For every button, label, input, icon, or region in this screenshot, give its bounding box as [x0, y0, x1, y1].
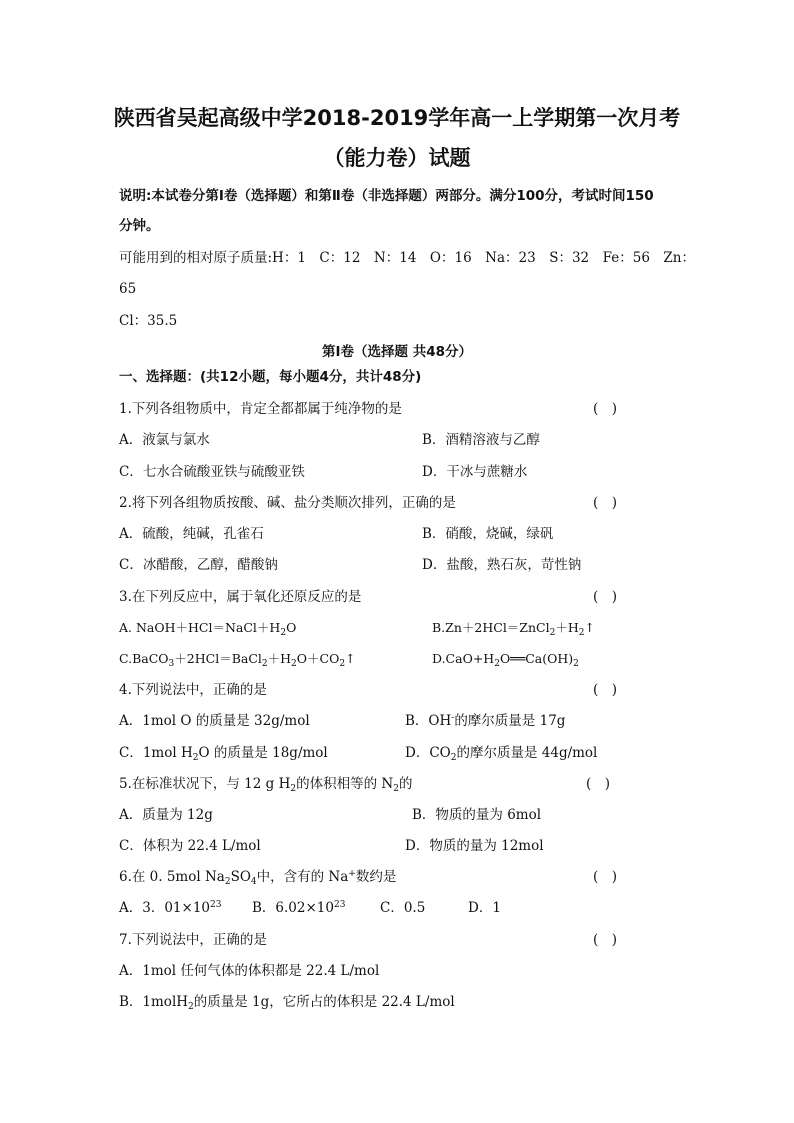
question-1-option-b: B．酒精溶液与乙醇 [422, 432, 540, 448]
question-7-answer-blank: ( ) [593, 932, 618, 948]
question-4-answer-blank: ( ) [593, 682, 618, 698]
exam-note-line1: 说明:本试卷分第Ⅰ卷（选择题）和第Ⅱ卷（非选择题）两部分。满分100分，考试时间150 [119, 188, 654, 204]
question-5-option-b: B．物质的量为 6mol [412, 807, 542, 823]
question-4-option-a: A．1mol O 的质量是 32g/mol [119, 713, 310, 729]
question-3-option-c: $C.BaCO_3+2HCl=BaCl_2+H_2O+CO_2↑$ [119, 651, 356, 669]
question-6-option-b: B．$6.02\times 10^{23}$ [252, 900, 346, 916]
question-5-option-a: A．质量为 12g [119, 807, 213, 823]
question-1-option-c: C．七水合硫酸亚铁与硫酸亚铁 [119, 464, 305, 480]
question-3-option-b: $B.Zn+2HCl=ZnCl_2+H_2↑$ [432, 620, 595, 638]
question-2-option-b: B．硝酸，烧碱，绿矾 [422, 526, 554, 542]
question-3-option-a: A. $NaOH+HCl=NaCl+H_2O$ [119, 620, 297, 638]
question-5-stem: 5.在标准状况下，与 12 g $H_2$的体积相等的 $N_2$的 [119, 776, 413, 794]
question-1-answer-blank: ( ) [593, 401, 618, 417]
question-2-option-a: A．硫酸，纯碱，孔雀石 [119, 526, 264, 542]
question-7-option-b: B．1molH$_2$的质量是 1g，它所占的体积是 22.4 L/mol [119, 994, 455, 1012]
question-7-option-a: A．1mol 任何气体的体积都是 22.4 L/mol [119, 963, 380, 979]
question-4-stem: 4.下列说法中，正确的是 [119, 682, 267, 698]
question-2-option-c: C．冰醋酸，乙醇，醋酸钠 [119, 557, 278, 573]
question-6-stem: 6.在 0. 5mol $Na_2SO_4$中，含有的 Na+数约是 [119, 869, 397, 887]
question-3-stem: 3.在下列反应中，属于氧化还原反应的是 [119, 589, 362, 605]
question-5-option-c: C．体积为 22.4 L/mol [119, 838, 261, 854]
question-6-option-a: A．3．$01\times 10^{23}$ [119, 900, 222, 916]
question-4-option-d: D．$CO_2$的摩尔质量是 44g/mol [405, 745, 598, 763]
exam-title-line2: （能力卷）试题 [323, 146, 471, 170]
question-2-stem: 2.将下列各组物质按酸、碱、盐分类顺次排列，正确的是 [119, 495, 456, 511]
part-one-title: 第Ⅰ卷（选择题 共48分） [321, 344, 472, 360]
section-heading: 一、选择题：(共12小题，每小题4分，共计48分) [119, 369, 422, 385]
question-3-option-d: $D.CaO+H_2O══Ca(OH)_2$ [432, 651, 579, 669]
question-6-option-c: C．0.5 [380, 900, 426, 916]
atomic-masses-line2: 65 [119, 281, 137, 297]
question-1-stem: 1.下列各组物质中，肯定全都都属于纯净物的是 [119, 401, 402, 417]
question-6-answer-blank: ( ) [593, 869, 618, 885]
question-5-option-d: D．物质的量为 12mol [405, 838, 544, 854]
question-4-option-b: B．OH-的摩尔质量是 17g [405, 713, 566, 729]
question-2-option-d: D．盐酸，熟石灰，苛性钠 [422, 557, 582, 573]
question-6-option-d: D．1 [468, 900, 501, 916]
question-4-option-c: C．1mol $H_2O$ 的质量是 18g/mol [119, 745, 328, 763]
atomic-masses-line1: 可能用到的相对原子质量:H：1 C：12 N：14 O：16 Na：23 S：32 Fe：56 Zn： [119, 250, 695, 266]
question-1-option-d: D．干冰与蔗糖水 [422, 464, 528, 480]
question-7-stem: 7.下列说法中，正确的是 [119, 932, 267, 948]
exam-title-line1: 陕西省吴起高级中学2018-2019学年高一上学期第一次月考 [113, 106, 681, 130]
question-1-option-a: A．液氯与氯水 [119, 432, 210, 448]
question-2-answer-blank: ( ) [593, 495, 618, 511]
exam-note-line2: 分钟。 [119, 218, 160, 234]
question-5-answer-blank: ( ) [586, 776, 611, 792]
atomic-masses-line3: Cl：35.5 [119, 313, 178, 329]
question-3-answer-blank: ( ) [593, 589, 618, 605]
